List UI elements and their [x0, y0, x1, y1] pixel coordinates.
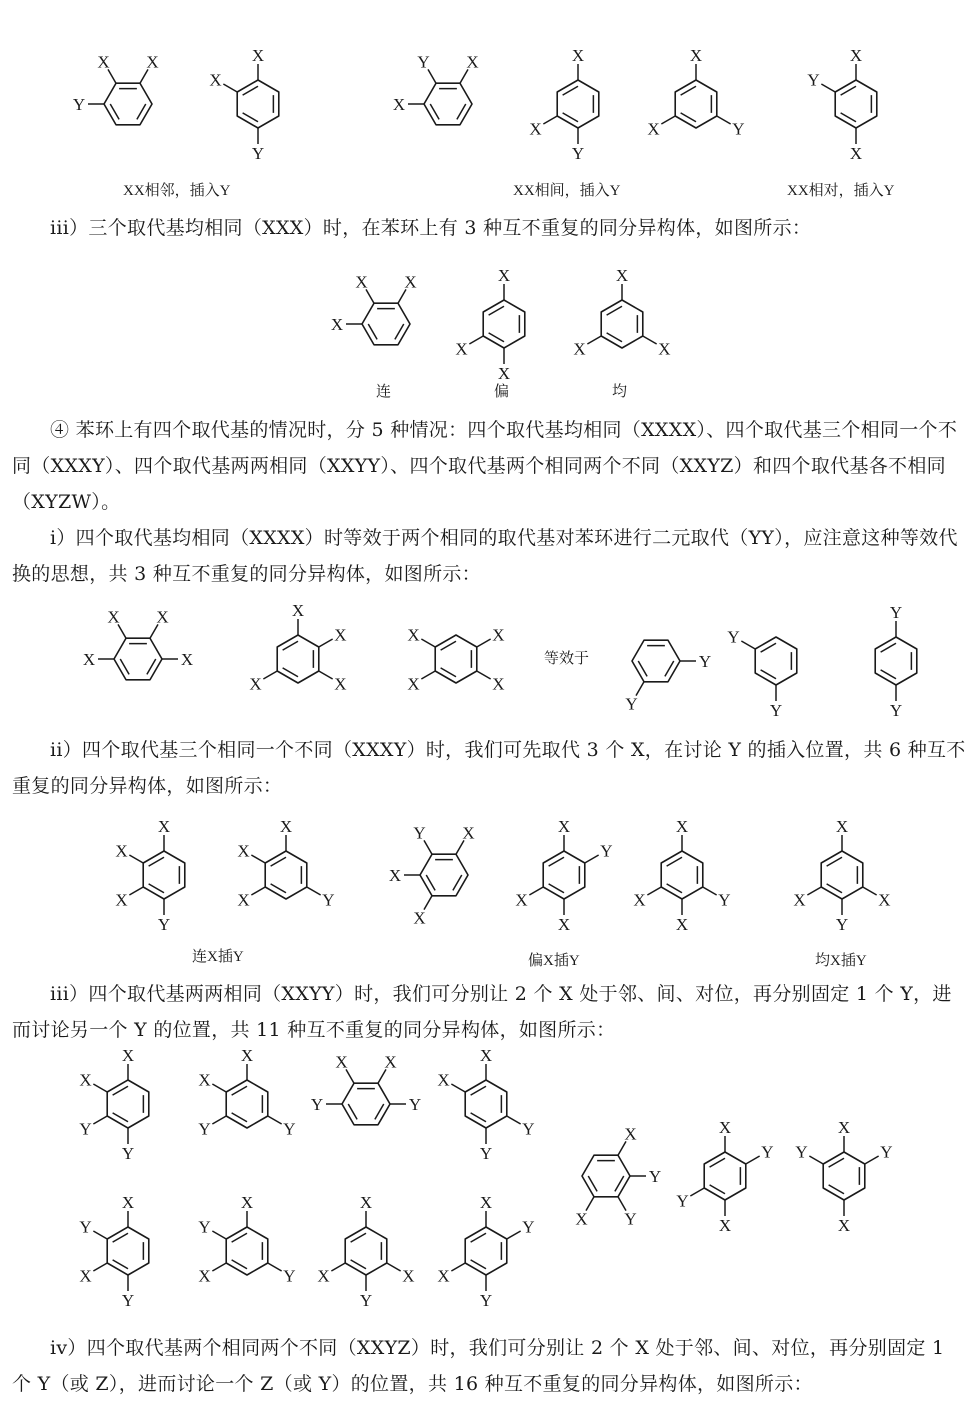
caption-jun: 均: [612, 384, 628, 400]
caption-jun-x-insert-y: 均X插Y: [815, 953, 867, 969]
substituent-label: X: [624, 1124, 637, 1144]
substituent-label: X: [437, 1266, 450, 1286]
benzene-ring: [362, 303, 410, 345]
substituent-bond: [507, 1116, 521, 1124]
substituent-bond: [387, 1263, 401, 1271]
molecule: [647, 46, 744, 139]
substituent-bond: [647, 887, 661, 895]
molecule: [793, 817, 890, 934]
substituent-label: X: [157, 817, 171, 836]
substituent-bond: [529, 887, 543, 895]
substituent-label: X: [689, 46, 703, 65]
substituent-label: X: [237, 890, 250, 910]
substituent-label: X: [146, 52, 159, 72]
substituent-label: Y: [648, 1167, 662, 1186]
benzene-ring: [237, 80, 279, 128]
substituent-bond: [746, 1156, 760, 1164]
benzene-ring: [420, 854, 468, 896]
molecule: [529, 46, 598, 163]
substituent-label: Y: [732, 119, 745, 139]
substituent-label: X: [647, 119, 660, 139]
caption-para: XX相对，插入Y: [787, 183, 895, 199]
benzene-ring: [465, 1080, 507, 1128]
substituent-label: X: [837, 1118, 851, 1137]
substituent-bond: [477, 639, 491, 647]
substituent-bond: [690, 1188, 704, 1196]
substituent-label: Y: [761, 1142, 774, 1162]
molecule: [437, 1046, 534, 1163]
substituent-bond: [212, 1084, 226, 1092]
substituent-label: Y: [359, 1291, 373, 1310]
substituent-bond: [268, 1116, 282, 1124]
substituent-label: X: [180, 650, 194, 669]
molecule: [317, 1193, 414, 1310]
substituent-label: X: [497, 266, 511, 285]
substituent-bond: [319, 639, 333, 647]
substituent-label: Y: [283, 1119, 296, 1139]
substituent-bond: [93, 1263, 107, 1271]
molecule: [249, 601, 346, 694]
substituent-label: X: [571, 46, 585, 65]
molecule: [676, 1118, 773, 1235]
molecule: [573, 266, 670, 359]
molecule: [455, 266, 524, 383]
substituent-bond: [421, 639, 435, 647]
substituent-label: Y: [522, 1119, 535, 1139]
molecule: [727, 628, 796, 721]
substituent-label: Y: [198, 1119, 211, 1139]
benzene-ring: [582, 1155, 630, 1197]
benzene-ring: [143, 851, 185, 899]
paragraph-iii-three-same: iii）三个取代基均相同（XXX）时，在苯环上有 3 种互不重复的同分异构体，如图所示：: [50, 217, 812, 239]
substituent-label: Y: [198, 1217, 211, 1237]
molecule: [115, 817, 184, 934]
substituent-label: X: [404, 272, 417, 292]
benzene-ring: [755, 637, 797, 685]
substituent-label: Y: [769, 701, 783, 720]
figure-xxyy: [0, 1045, 976, 1325]
substituent-label: Y: [835, 915, 849, 934]
substituent-label: Y: [79, 1217, 92, 1237]
substituent-bond: [643, 336, 657, 344]
substituent-label: Y: [417, 52, 430, 72]
substituent-label: X: [407, 625, 420, 645]
substituent-label: X: [384, 1052, 397, 1072]
figure-three-same: [0, 250, 976, 410]
substituent-bond: [319, 671, 333, 679]
substituent-label: X: [317, 1266, 330, 1286]
substituent-label: Y: [889, 603, 903, 622]
substituent-label: X: [675, 817, 689, 836]
molecule: [79, 1193, 148, 1310]
benzene-ring: [265, 851, 307, 899]
substituent-label: X: [251, 46, 265, 65]
benzene-ring: [114, 638, 162, 680]
substituent-label: X: [156, 607, 169, 627]
substituent-label: Y: [251, 144, 265, 163]
substituent-label: X: [718, 1118, 732, 1137]
molecule: [575, 1125, 661, 1229]
molecule: [393, 53, 479, 125]
substituent-label: X: [557, 915, 571, 934]
substituent-label: X: [82, 650, 96, 669]
substituent-label: X: [121, 1193, 135, 1212]
substituent-label: Y: [727, 627, 740, 647]
substituent-label: X: [249, 674, 262, 694]
benzene-ring: [277, 635, 319, 683]
substituent-label: X: [392, 95, 406, 114]
substituent-label: X: [462, 823, 475, 843]
substituent-label: X: [455, 339, 468, 359]
substituent-label: Y: [807, 70, 820, 90]
substituent-label: X: [359, 1193, 373, 1212]
substituent-bond: [703, 887, 717, 895]
substituent-label: X: [121, 1046, 135, 1065]
substituent-label: X: [615, 266, 629, 285]
substituent-bond: [585, 855, 599, 863]
substituent-label: X: [573, 339, 586, 359]
substituent-label: Y: [880, 1142, 893, 1162]
molecule: [807, 46, 876, 163]
substituent-label: Y: [157, 915, 171, 934]
substituent-label: X: [479, 1193, 493, 1212]
substituent-label: X: [115, 841, 128, 861]
substituent-label: Y: [121, 1144, 135, 1163]
benzene-ring: [875, 637, 917, 685]
substituent-label: Y: [676, 1191, 689, 1211]
substituent-label: X: [675, 915, 689, 934]
substituent-label: X: [849, 46, 863, 65]
substituent-label: X: [492, 625, 505, 645]
substituent-label: Y: [72, 95, 86, 114]
substituent-label: Y: [408, 1095, 422, 1114]
substituent-label: X: [79, 1070, 92, 1090]
substituent-bond: [263, 671, 277, 679]
benzene-ring: [704, 1152, 746, 1200]
substituent-label: Y: [79, 1119, 92, 1139]
substituent-bond: [821, 84, 835, 92]
substituent-label: Y: [322, 890, 335, 910]
substituent-bond: [212, 1116, 226, 1124]
substituent-label: X: [107, 607, 120, 627]
paragraph-iv-xxyz: iv）四个取代基两个相同两个不同（XXYZ）时，我们可分别让 2 个 X 处于邻、间、对位，再分别固定 1 个 Y（或 Z），进而讨论一个 Z（或 Y）的位置，共 16 种互不重复的同分异构体，如图所示：: [12, 1337, 945, 1395]
benzene-ring: [107, 1227, 149, 1275]
molecule: [625, 640, 711, 713]
benzene-ring: [435, 635, 477, 683]
substituent-label: X: [388, 866, 402, 885]
benzene-ring: [601, 300, 643, 348]
substituent-bond: [307, 887, 321, 895]
paragraph-i-xxxx: i）四个取代基均相同（XXXX）时等效于两个相同的取代基对苯环进行二元取代（YY），应注意这种等效代换的思想，共 3 种互不重复的同分异构体，如图所示：: [12, 527, 958, 585]
substituent-label: X: [466, 52, 479, 72]
molecule: [198, 1193, 295, 1286]
caption-lian: 连: [376, 384, 392, 400]
substituent-bond: [93, 1084, 107, 1092]
substituent-bond: [807, 887, 821, 895]
substituent-label: X: [718, 1216, 732, 1235]
substituent-bond: [129, 855, 143, 863]
figure-xxxy: [0, 805, 976, 975]
substituent-label: X: [837, 1216, 851, 1235]
benzene-ring: [424, 83, 472, 125]
molecule: [407, 626, 504, 694]
caption-pian: 偏: [494, 384, 510, 400]
substituent-label: X: [515, 890, 528, 910]
benzene-ring: [543, 851, 585, 899]
substituent-bond: [93, 1116, 107, 1124]
molecule: [633, 817, 730, 934]
substituent-label: X: [479, 1046, 493, 1065]
benzene-ring: [661, 851, 703, 899]
substituent-label: Y: [625, 694, 638, 714]
substituent-label: X: [633, 890, 646, 910]
substituent-label: Y: [121, 1291, 135, 1310]
substituent-bond: [251, 855, 265, 863]
molecule: [515, 817, 612, 934]
substituent-bond: [212, 1263, 226, 1271]
substituent-label: Y: [310, 1095, 324, 1114]
molecule: [83, 608, 193, 680]
substituent-label: X: [198, 1070, 211, 1090]
substituent-label: X: [330, 315, 344, 334]
molecule: [331, 273, 417, 345]
substituent-label: X: [878, 890, 891, 910]
substituent-label: Y: [479, 1291, 493, 1310]
substituent-bond: [717, 116, 731, 124]
molecule: [79, 1046, 148, 1163]
substituent-label: X: [209, 70, 222, 90]
benzene-ring: [465, 1227, 507, 1275]
benzene-ring: [632, 640, 680, 682]
benzene-ring: [821, 851, 863, 899]
substituent-label: Y: [283, 1266, 296, 1286]
substituent-label: X: [835, 817, 849, 836]
substituent-label: X: [291, 601, 305, 620]
substituent-label: X: [413, 908, 426, 928]
substituent-bond: [587, 336, 601, 344]
molecule: [209, 46, 278, 163]
benzene-ring: [835, 80, 877, 128]
substituent-label: X: [557, 817, 571, 836]
substituent-label: X: [335, 1052, 348, 1072]
substituent-label: X: [497, 364, 511, 383]
substituent-label: Y: [522, 1217, 535, 1237]
substituent-bond: [865, 1156, 879, 1164]
caption-pian-x-insert-y: 偏X插Y: [528, 953, 580, 969]
molecule: [389, 824, 475, 928]
substituent-label: X: [97, 52, 110, 72]
substituent-bond: [129, 887, 143, 895]
caption-adjacent: XX相邻，插入Y: [123, 183, 231, 199]
substituent-label: X: [79, 1266, 92, 1286]
substituent-label: X: [240, 1046, 254, 1065]
substituent-label: X: [279, 817, 293, 836]
figure-two-same-one-different: [0, 0, 976, 210]
substituent-label: X: [437, 1070, 450, 1090]
caption-meta: XX相间，插入Y: [513, 183, 621, 199]
substituent-bond: [223, 84, 237, 92]
substituent-label: X: [355, 272, 368, 292]
caption-equivalent: 等效于: [544, 651, 590, 667]
benzene-ring: [823, 1152, 865, 1200]
molecule: [198, 1046, 295, 1139]
substituent-label: Y: [718, 890, 731, 910]
substituent-label: Y: [600, 841, 613, 861]
substituent-bond: [469, 336, 483, 344]
substituent-bond: [421, 671, 435, 679]
substituent-label: Y: [795, 1142, 808, 1162]
substituent-bond: [93, 1231, 107, 1239]
substituent-label: X: [849, 144, 863, 163]
substituent-label: X: [529, 119, 542, 139]
benzene-ring: [483, 300, 525, 348]
benzene-ring: [104, 83, 152, 125]
caption-lian-x-insert-y: 连X插Y: [192, 949, 244, 965]
substituent-label: X: [658, 339, 671, 359]
substituent-bond: [251, 887, 265, 895]
benzene-ring: [226, 1227, 268, 1275]
figure-xxxx-equivalence: [0, 595, 976, 730]
substituent-label: X: [334, 674, 347, 694]
substituent-bond: [451, 1263, 465, 1271]
substituent-bond: [661, 116, 675, 124]
substituent-label: Y: [571, 144, 585, 163]
substituent-bond: [741, 641, 755, 649]
substituent-bond: [477, 671, 491, 679]
substituent-bond: [212, 1231, 226, 1239]
substituent-bond: [507, 1231, 521, 1239]
substituent-label: X: [793, 890, 806, 910]
substituent-label: X: [492, 674, 505, 694]
molecule: [237, 817, 334, 910]
benzene-ring: [107, 1080, 149, 1128]
substituent-label: Y: [698, 652, 712, 671]
benzene-ring: [226, 1080, 268, 1128]
molecule: [311, 1053, 421, 1125]
benzene-ring: [342, 1083, 390, 1125]
benzene-ring: [675, 80, 717, 128]
substituent-label: X: [198, 1266, 211, 1286]
substituent-label: Y: [479, 1144, 493, 1163]
substituent-bond: [451, 1084, 465, 1092]
benzene-ring: [557, 80, 599, 128]
benzene-ring: [345, 1227, 387, 1275]
molecule: [875, 603, 917, 720]
molecule: [795, 1118, 892, 1235]
substituent-bond: [331, 1263, 345, 1271]
substituent-bond: [268, 1263, 282, 1271]
paragraph-ii-xxxy: ii）四个取代基三个相同一个不同（XXXY）时，我们可先取代 3 个 X，在讨论 Y 的插入位置，共 6 种互不重复的同分异构体，如图所示：: [12, 739, 966, 797]
substituent-label: X: [575, 1209, 588, 1229]
molecule: [73, 53, 159, 125]
paragraph-iii-xxyy: iii）四个取代基两两相同（XXYY）时，我们可分别让 2 个 X 处于邻、间、对位，再分别固定 1 个 Y，进而讨论另一个 Y 的位置，共 11 种互不重复的同分异构体，如图所示：: [12, 983, 952, 1041]
paragraph-four-substituents: ④ 苯环上有四个取代基的情况时，分 5 种情况：四个取代基均相同（XXXX）、四个取代基三个相同一个不同（XXXY）、四个取代基两两相同（XXYY）、四个取代基两个相同两个不同（XXYZ）和四个取代基各不相同（XYZW）。: [12, 419, 958, 513]
substituent-label: X: [334, 625, 347, 645]
substituent-label: Y: [413, 823, 426, 843]
substituent-label: Y: [889, 701, 903, 720]
substituent-label: X: [237, 841, 250, 861]
substituent-bond: [543, 116, 557, 124]
substituent-bond: [809, 1156, 823, 1164]
substituent-label: X: [402, 1266, 415, 1286]
substituent-label: X: [115, 890, 128, 910]
molecule: [437, 1193, 534, 1310]
substituent-label: Y: [624, 1209, 637, 1229]
substituent-label: X: [240, 1193, 254, 1212]
substituent-bond: [863, 887, 877, 895]
substituent-label: X: [407, 674, 420, 694]
